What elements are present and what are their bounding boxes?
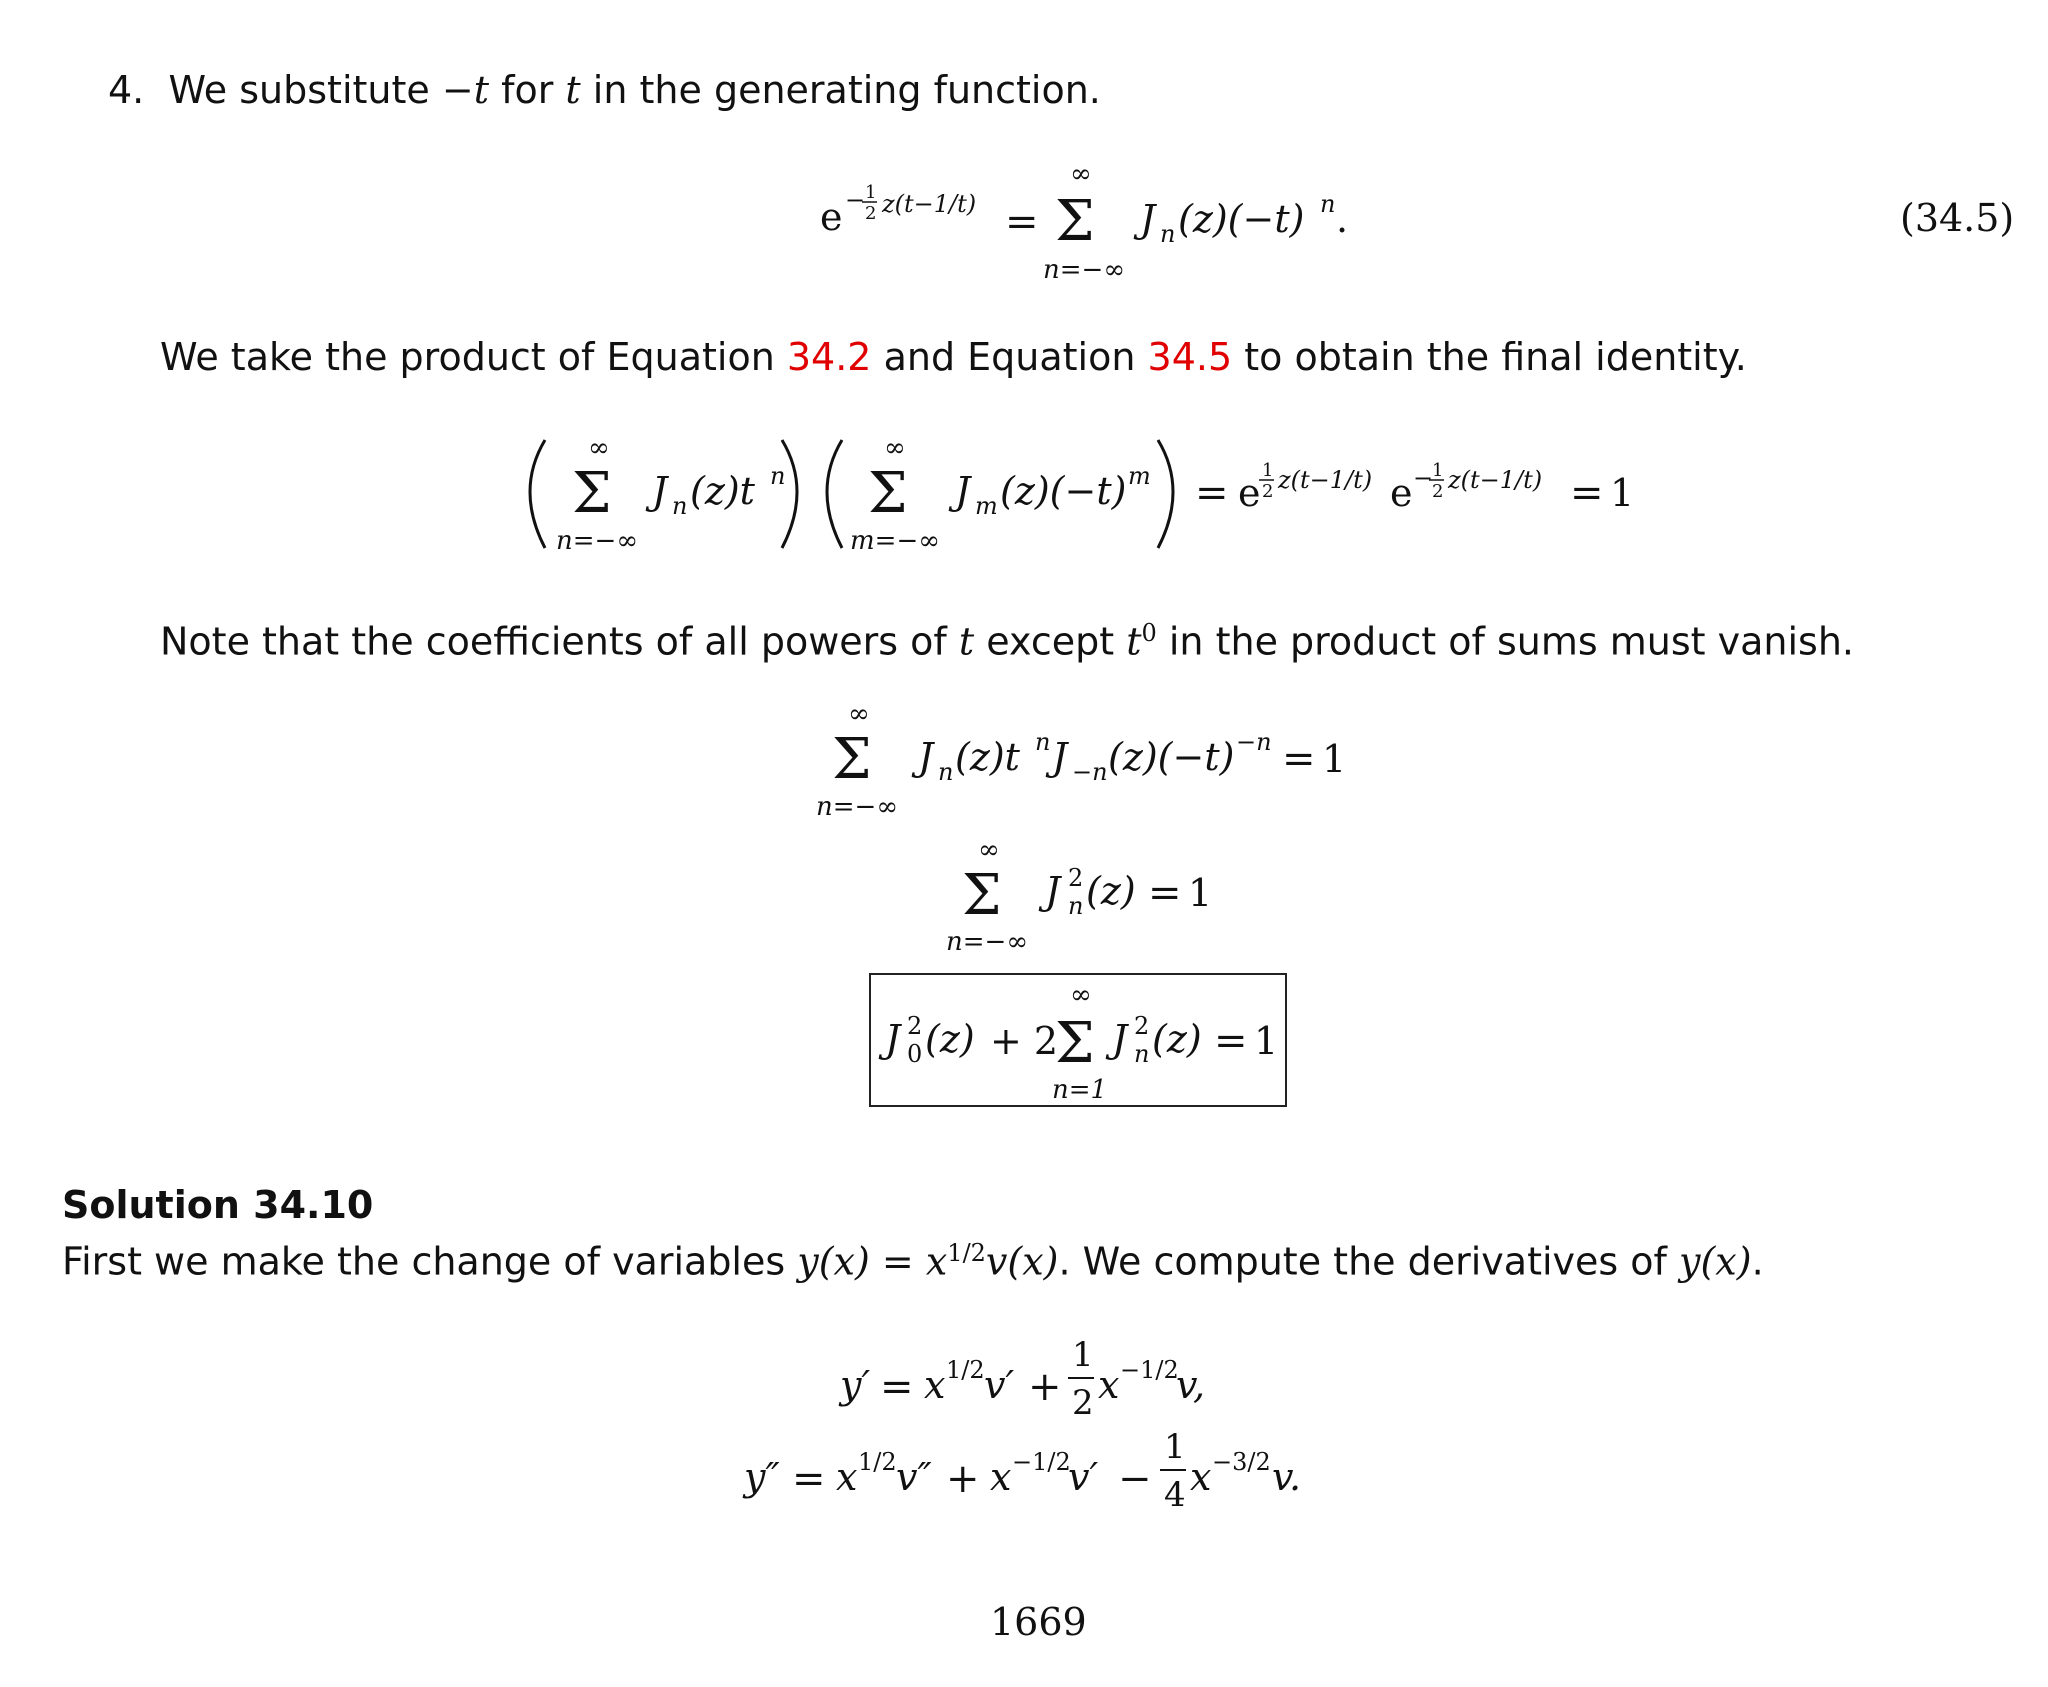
svg-text:x: x xyxy=(1190,1455,1212,1499)
svg-text:n: n xyxy=(938,758,954,786)
svg-text:+: + xyxy=(946,1456,980,1502)
svg-text:1: 1 xyxy=(1432,460,1444,481)
svg-text:v′: v′ xyxy=(984,1363,1015,1407)
svg-text:J: J xyxy=(1140,197,1156,241)
svg-text:1: 1 xyxy=(1072,1335,1094,1375)
sum-symbol: Σ xyxy=(572,461,612,526)
svg-text:z(t−1/t): z(t−1/t) xyxy=(1278,466,1373,494)
svg-text:=: = xyxy=(1005,199,1039,245)
svg-text:n=−∞: n=−∞ xyxy=(946,927,1028,957)
svg-text:2: 2 xyxy=(1262,481,1274,502)
svg-text:∞: ∞ xyxy=(978,835,1000,865)
svg-text:J: J xyxy=(918,735,934,779)
svg-text:(z)(−t): (z)(−t) xyxy=(1000,469,1127,513)
svg-text:∞: ∞ xyxy=(848,699,870,729)
svg-text:2: 2 xyxy=(1432,481,1444,502)
svg-text:v″: v″ xyxy=(896,1455,932,1499)
sum-symbol: Σ xyxy=(1055,1011,1095,1076)
svg-text:x: x xyxy=(924,1363,946,1407)
svg-text:n: n xyxy=(770,462,786,490)
svg-text:+: + xyxy=(1028,1364,1062,1410)
svg-text:−: − xyxy=(1413,464,1434,492)
svg-text:=: = xyxy=(880,1364,914,1410)
svg-text:0: 0 xyxy=(907,1040,923,1068)
svg-text:n=−∞: n=−∞ xyxy=(816,792,898,822)
svg-text:2: 2 xyxy=(1134,1012,1150,1040)
svg-text:n: n xyxy=(1068,892,1084,920)
svg-text:−: − xyxy=(845,186,866,214)
svg-text:1: 1 xyxy=(1254,1019,1279,1063)
svg-text:J: J xyxy=(1045,869,1061,913)
svg-text:=: = xyxy=(1148,870,1182,916)
svg-text:1: 1 xyxy=(1262,460,1274,481)
svg-text:y″: y″ xyxy=(744,1455,780,1499)
svg-text:=: = xyxy=(1214,1018,1248,1064)
svg-text:(z): (z) xyxy=(1086,869,1136,913)
equation-ref-34-5[interactable]: 34.5 xyxy=(1147,335,1233,379)
svg-text:n: n xyxy=(1134,1040,1150,1068)
svg-text:1/2: 1/2 xyxy=(946,1356,985,1384)
svg-text:m: m xyxy=(1128,462,1151,490)
svg-text:2: 2 xyxy=(865,203,877,224)
svg-text:∞: ∞ xyxy=(1070,980,1092,1010)
svg-text:(z)(−t): (z)(−t) xyxy=(1108,735,1235,779)
svg-text:n: n xyxy=(672,492,688,520)
svg-text:2: 2 xyxy=(1068,864,1084,892)
svg-text:n: n xyxy=(1320,190,1336,218)
svg-text:−n: −n xyxy=(1072,758,1108,786)
svg-text:∞: ∞ xyxy=(884,433,906,463)
svg-text:+ 2: + 2 xyxy=(990,1019,1059,1063)
svg-text:1: 1 xyxy=(1610,471,1635,515)
svg-text:−1/2: −1/2 xyxy=(1120,1356,1179,1384)
svg-text:(z): (z) xyxy=(1152,1017,1202,1061)
equation-number-34-5: (34.5) xyxy=(1900,196,2015,240)
svg-text:1: 1 xyxy=(1164,1427,1186,1467)
svg-text:x: x xyxy=(1098,1363,1120,1407)
svg-text:.: . xyxy=(1336,197,1349,241)
svg-text:4: 4 xyxy=(1164,1475,1186,1515)
sum-symbol: Σ xyxy=(962,863,1002,928)
svg-text:=: = xyxy=(792,1456,826,1502)
svg-text:1/2: 1/2 xyxy=(858,1448,897,1476)
svg-text:e: e xyxy=(1390,471,1413,515)
svg-text:x: x xyxy=(990,1455,1012,1499)
svg-text:∞: ∞ xyxy=(1070,159,1092,189)
svg-text:2: 2 xyxy=(907,1012,923,1040)
svg-text:J: J xyxy=(1112,1017,1128,1061)
svg-text:J: J xyxy=(652,469,668,513)
solution-heading: Solution 34.10 xyxy=(62,1183,374,1227)
svg-text:2: 2 xyxy=(1072,1383,1094,1423)
svg-text:1: 1 xyxy=(865,182,877,203)
svg-text:(z)(−t): (z)(−t) xyxy=(1178,197,1305,241)
sum-symbol: Σ xyxy=(832,727,872,792)
svg-text:n=−∞: n=−∞ xyxy=(556,526,638,556)
svg-text:(z): (z) xyxy=(925,1017,975,1061)
svg-text:n=−∞: n=−∞ xyxy=(1043,255,1125,285)
svg-text:−n: −n xyxy=(1236,728,1272,756)
svg-text:−1/2: −1/2 xyxy=(1012,1448,1071,1476)
svg-text:v′: v′ xyxy=(1068,1455,1099,1499)
svg-text:e: e xyxy=(820,195,843,239)
solution-paragraph: First we make the change of variables $y(x) = x^{1/2}v(x)$. We compute the derivatives of y(x). xyxy=(62,1239,1764,1284)
svg-text:1: 1 xyxy=(1188,871,1213,915)
svg-text:z(t−1/t): z(t−1/t) xyxy=(882,190,977,218)
svg-text:z(t−1/t): z(t−1/t) xyxy=(1448,466,1543,494)
svg-text:J: J xyxy=(1052,735,1068,779)
sum-symbol: Σ xyxy=(868,461,908,526)
svg-text:Σ: Σ xyxy=(1055,189,1095,254)
svg-text:−3/2: −3/2 xyxy=(1212,1448,1271,1476)
svg-text:n: n xyxy=(1035,728,1051,756)
svg-text:m=−∞: m=−∞ xyxy=(850,526,940,556)
svg-text:n: n xyxy=(1160,220,1176,248)
note-paragraph: Note that the coefficients of all powers of t except $t^0$ in the product of sums must vanish. xyxy=(160,619,1854,664)
product-paragraph: We take the product of Equation 34.2 and Equation 34.5 to obtain the final identity. xyxy=(160,335,1747,379)
item-4-text: 4. We substitute −t for t in the generating function. xyxy=(108,68,1101,112)
svg-text:v,: v, xyxy=(1176,1363,1206,1407)
svg-text:J: J xyxy=(955,469,971,513)
svg-text:(z)t: (z)t xyxy=(690,469,755,513)
svg-text:n=1: n=1 xyxy=(1052,1075,1108,1105)
svg-text:∞: ∞ xyxy=(588,433,610,463)
page-number: 1669 xyxy=(990,1600,1087,1644)
svg-text:=: = xyxy=(1195,470,1229,516)
svg-text:v.: v. xyxy=(1272,1455,1302,1499)
svg-text:e: e xyxy=(1238,471,1261,515)
svg-text:(z)t: (z)t xyxy=(955,735,1020,779)
svg-text:1: 1 xyxy=(1322,737,1347,781)
svg-text:=: = xyxy=(1282,736,1316,782)
svg-text:J: J xyxy=(885,1017,901,1061)
svg-text:−: − xyxy=(1118,1456,1152,1502)
svg-text:=: = xyxy=(1570,470,1604,516)
equation-ref-34-2[interactable]: 34.2 xyxy=(786,335,872,379)
svg-text:m: m xyxy=(975,492,998,520)
svg-text:y′: y′ xyxy=(840,1363,871,1407)
svg-text:x: x xyxy=(836,1455,858,1499)
